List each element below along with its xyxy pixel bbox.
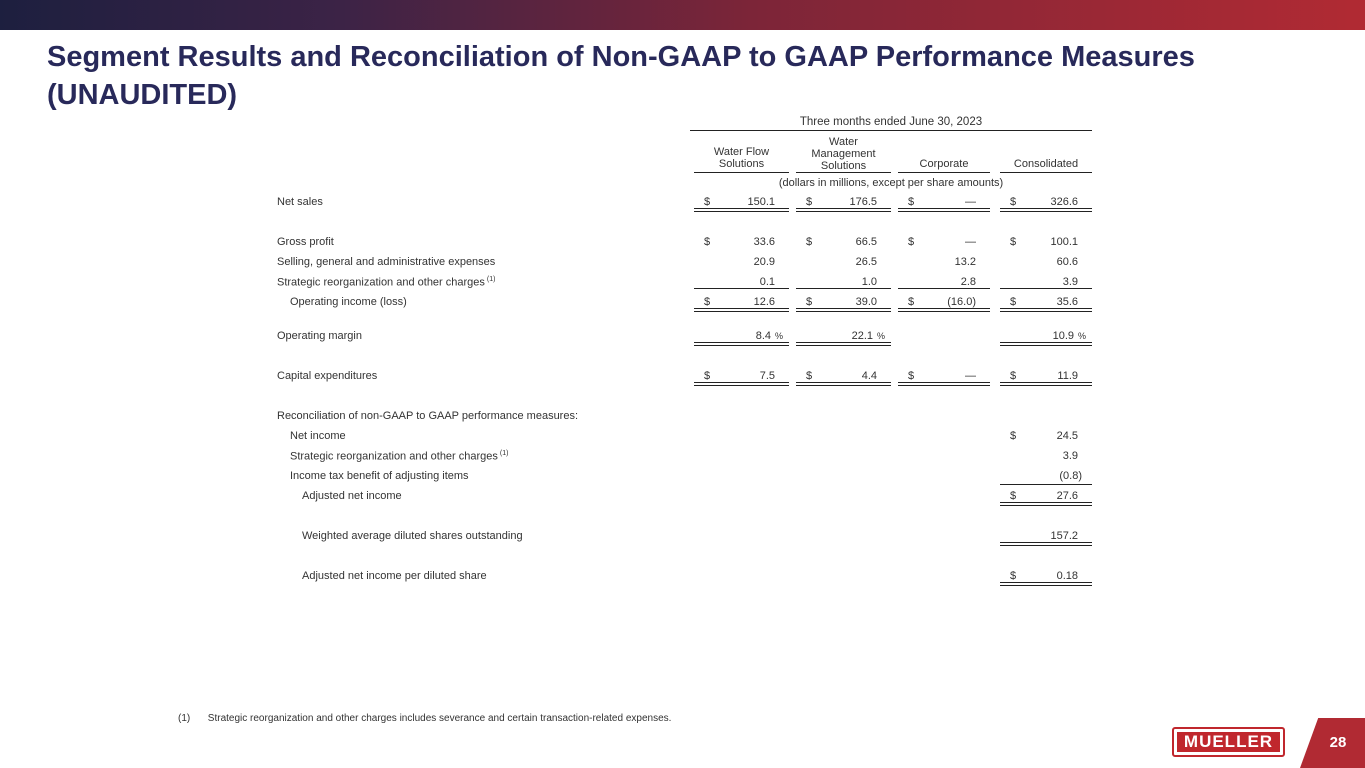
- reconciliation-value: 27.6: [1056, 490, 1078, 502]
- row-label-net-sales: [277, 196, 323, 208]
- single-underline: [898, 288, 990, 289]
- currency-symbol: $: [806, 296, 813, 308]
- reconciliation-value: 157.2: [1050, 530, 1078, 542]
- currency-symbol: $: [704, 236, 711, 248]
- column-header-rule: [898, 172, 990, 173]
- cell-value: 11.9: [1057, 370, 1078, 382]
- percent-symbol: %: [1078, 331, 1087, 341]
- cell-value: 3.9: [1062, 276, 1078, 288]
- double-underline: [694, 208, 789, 212]
- double-underline: [1000, 208, 1092, 212]
- currency-symbol: $: [704, 196, 711, 208]
- cell-value: 0.1: [759, 276, 775, 288]
- cell-value: 26.5: [855, 256, 877, 268]
- currency-symbol: $: [1010, 296, 1017, 308]
- column-header-rule: [796, 172, 891, 173]
- percent-symbol: %: [877, 331, 886, 341]
- column-header: Water Management Solutions: [811, 136, 876, 172]
- single-underline: [694, 288, 789, 289]
- currency-symbol: $: [908, 296, 915, 308]
- reconciliation-label-tax: [290, 470, 469, 482]
- double-underline: [694, 342, 789, 346]
- cell-value: 10.9: [1052, 330, 1074, 342]
- cell-value: 33.6: [753, 236, 775, 248]
- column-header: Water Flow Solutions: [713, 146, 770, 170]
- footnote: [178, 713, 671, 724]
- double-underline: [796, 308, 891, 312]
- cell-value: 60.6: [1056, 256, 1078, 268]
- period-header-rule: [690, 130, 1092, 131]
- reconciliation-value: (0.8): [1059, 470, 1082, 482]
- percent-symbol: %: [775, 331, 784, 341]
- reconciliation-label-per-share: [302, 570, 487, 582]
- reconciliation-label-text: Adjusted net income per diluted share: [302, 570, 487, 582]
- row-label-text: Net sales: [277, 196, 323, 208]
- row-label-gross-profit: [277, 236, 334, 248]
- reconciliation-label-text: Adjusted net income: [302, 490, 402, 502]
- currency-symbol: $: [806, 236, 813, 248]
- double-underline: [796, 208, 891, 212]
- page-number: 28: [1329, 734, 1347, 751]
- reconciliation-label-text: Net income: [290, 430, 346, 442]
- reconciliation-value: 0.18: [1056, 570, 1078, 582]
- currency-symbol: $: [1010, 236, 1017, 248]
- double-underline: [1000, 382, 1092, 386]
- cell-value: 176.5: [849, 196, 877, 208]
- units-note: (dollars in millions, except per share amounts): [778, 177, 1004, 189]
- reconciliation-label-shares: [302, 530, 523, 542]
- currency-symbol: $: [1010, 196, 1017, 208]
- column-header: Consolidated: [1013, 158, 1079, 170]
- footnote-reference: (1): [486, 276, 496, 283]
- footnote-text: Strategic reorganization and other charges includes severance and certain transaction-related expenses.: [207, 713, 672, 724]
- cell-value: —: [965, 196, 976, 208]
- mueller-logo: [1172, 727, 1285, 757]
- cell-value: 35.6: [1056, 296, 1078, 308]
- reconciliation-label-text: Strategic reorganization and other charges: [290, 450, 498, 463]
- cell-value: —: [965, 370, 976, 382]
- row-label-sga: [277, 256, 495, 268]
- row-label-text: Capital expenditures: [277, 370, 378, 382]
- top-gradient-bar: [0, 0, 1365, 30]
- currency-symbol: $: [1010, 430, 1017, 442]
- column-header: Corporate: [919, 158, 969, 170]
- cell-value: 39.0: [855, 296, 877, 308]
- row-label-capex: [277, 370, 377, 382]
- currency-symbol: $: [1010, 490, 1017, 502]
- row-label-text: Gross profit: [277, 236, 334, 248]
- cell-value: 8.4: [755, 330, 771, 342]
- currency-symbol: $: [806, 196, 813, 208]
- cell-value: —: [965, 236, 976, 248]
- double-underline: [898, 382, 990, 386]
- double-underline: [694, 308, 789, 312]
- row-label-text: Operating margin: [277, 330, 362, 342]
- row-label-strategic: [277, 276, 495, 289]
- cell-value: 1.0: [861, 276, 877, 288]
- row-label-text: Selling, general and administrative expenses: [277, 256, 496, 268]
- row-label-text: Operating income (loss): [290, 296, 407, 308]
- footnote-reference: (1): [499, 450, 509, 457]
- reconciliation-label-strategic: [290, 450, 508, 463]
- currency-symbol: $: [908, 236, 915, 248]
- row-label-operating-income: [290, 296, 407, 308]
- reconciliation-label-adjusted-net-income: [302, 490, 402, 502]
- reconciliation-label-text: Income tax benefit of adjusting items: [290, 470, 469, 482]
- row-label-operating-margin: [277, 330, 362, 342]
- double-underline: [1000, 308, 1092, 312]
- footnote-marker: (1): [178, 713, 191, 724]
- cell-value: 4.4: [861, 370, 877, 382]
- cell-value: 12.6: [753, 296, 775, 308]
- cell-value: 20.9: [753, 256, 775, 268]
- reconciliation-label-text: Weighted average diluted shares outstanding: [302, 530, 523, 542]
- column-header-rule: [694, 172, 789, 173]
- single-underline: [1000, 288, 1092, 289]
- double-underline: [1000, 582, 1092, 586]
- currency-symbol: $: [908, 370, 915, 382]
- cell-value: 13.2: [954, 256, 976, 268]
- double-underline: [796, 342, 891, 346]
- period-header: Three months ended June 30, 2023: [799, 116, 983, 128]
- currency-symbol: $: [806, 370, 813, 382]
- double-underline: [796, 382, 891, 386]
- reconciliation-value: 3.9: [1062, 450, 1078, 462]
- double-underline: [1000, 342, 1092, 346]
- double-underline: [898, 208, 990, 212]
- cell-value: 22.1: [851, 330, 873, 342]
- double-underline: [1000, 542, 1092, 546]
- double-underline: [694, 382, 789, 386]
- double-underline: [1000, 502, 1092, 506]
- cell-value: 100.1: [1050, 236, 1078, 248]
- cell-value: 150.1: [747, 196, 775, 208]
- logo-text: MUELLER: [1177, 732, 1280, 752]
- currency-symbol: $: [704, 370, 711, 382]
- currency-symbol: $: [1010, 370, 1017, 382]
- cell-value: 66.5: [855, 236, 877, 248]
- cell-value: (16.0): [947, 296, 976, 308]
- currency-symbol: $: [908, 196, 915, 208]
- single-underline: [1000, 484, 1092, 485]
- reconciliation-value: 24.5: [1056, 430, 1078, 442]
- column-header-rule: [1000, 172, 1092, 173]
- row-label-text: Strategic reorganization and other charges: [277, 276, 485, 289]
- cell-value: 7.5: [759, 370, 775, 382]
- currency-symbol: $: [1010, 570, 1017, 582]
- cell-value: 326.6: [1050, 196, 1078, 208]
- reconciliation-heading: Reconciliation of non-GAAP to GAAP performance measures:: [277, 410, 579, 422]
- reconciliation-label-net-income: [290, 430, 346, 442]
- single-underline: [796, 288, 891, 289]
- page-title: Segment Results and Reconciliation of Non-GAAP to GAAP Performance Measures (UNAUDITED): [47, 41, 1195, 111]
- currency-symbol: $: [704, 296, 711, 308]
- double-underline: [898, 308, 990, 312]
- cell-value: 2.8: [960, 276, 976, 288]
